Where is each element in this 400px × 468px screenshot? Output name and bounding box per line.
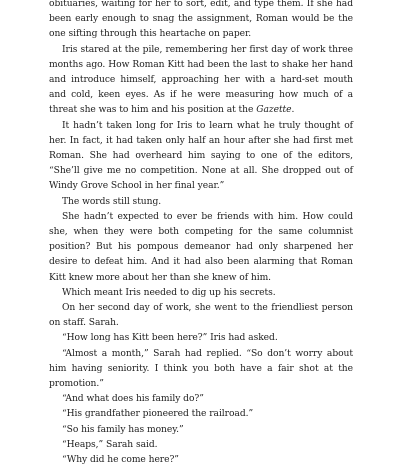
paragraph-text: Iris stared at the pile, remembering her first day of work three months ago. How Roman Kitt had been the last to shake her hand and introduce himself, approaching her with a hard-set mouth and cold, keen eyes. As if he were measuring how much of a threat she was to him and his position at the — [49, 44, 353, 116]
dialogue-how-long: “How long has Kitt been here?” Iris had asked. — [62, 333, 278, 344]
dialogue-heaps: “Heaps,” Sarah said. — [62, 439, 158, 450]
paragraph-hadnt-expected: She hadn’t expected to ever be friends with him. How could she, when they were both competing for the same columnist position? But his pompous demeanor had only sharpened her desire to defeat him. And it had also been alarming that Roman Kitt knew more about her than she knew of him. — [49, 211, 353, 283]
paragraph-hadnt-taken-long: It hadn’t taken long for Iris to learn what he truly thought of her. In fact, it had taken only half an hour after she had first met Roman. She had overheard him saying to one of the editors, “She’ll give me no competition. None at all. She dropped out of Windy Grove School in her final year.” — [49, 120, 353, 192]
paragraph-which-meant: Which meant Iris needed to dig up his secrets. — [62, 287, 276, 298]
paragraph-second-day: On her second day of work, she went to the friendliest person on staff. Sarah. — [49, 303, 353, 329]
dialogue-cutoff: “Why did he come here?” — [62, 455, 179, 466]
dialogue-almost-month: “Almost a month,” Sarah had replied. “So don’t worry about him having seniority. I think you both have a fair shot at the promotion.” — [49, 348, 353, 390]
paragraph-text: . — [291, 105, 295, 116]
paragraph-iris-stared — [49, 43, 353, 119]
newspaper-name: Gazette — [256, 105, 292, 116]
dialogue-grandfather: “His grandfather pioneered the railroad.” — [62, 409, 254, 420]
paragraph-words-stung: The words still stung. — [62, 196, 162, 207]
body-text — [49, 0, 353, 468]
paragraph-obituaries: obituaries, waiting for her to sort, edit, and type them. If she had been early enough to snag the assignment, Roman would be the one sifting through this heartache on paper. — [49, 0, 353, 40]
dialogue-family-do: “And what does his family do?” — [62, 394, 204, 405]
dialogue-family-money: “So his family has money.” — [62, 424, 184, 435]
